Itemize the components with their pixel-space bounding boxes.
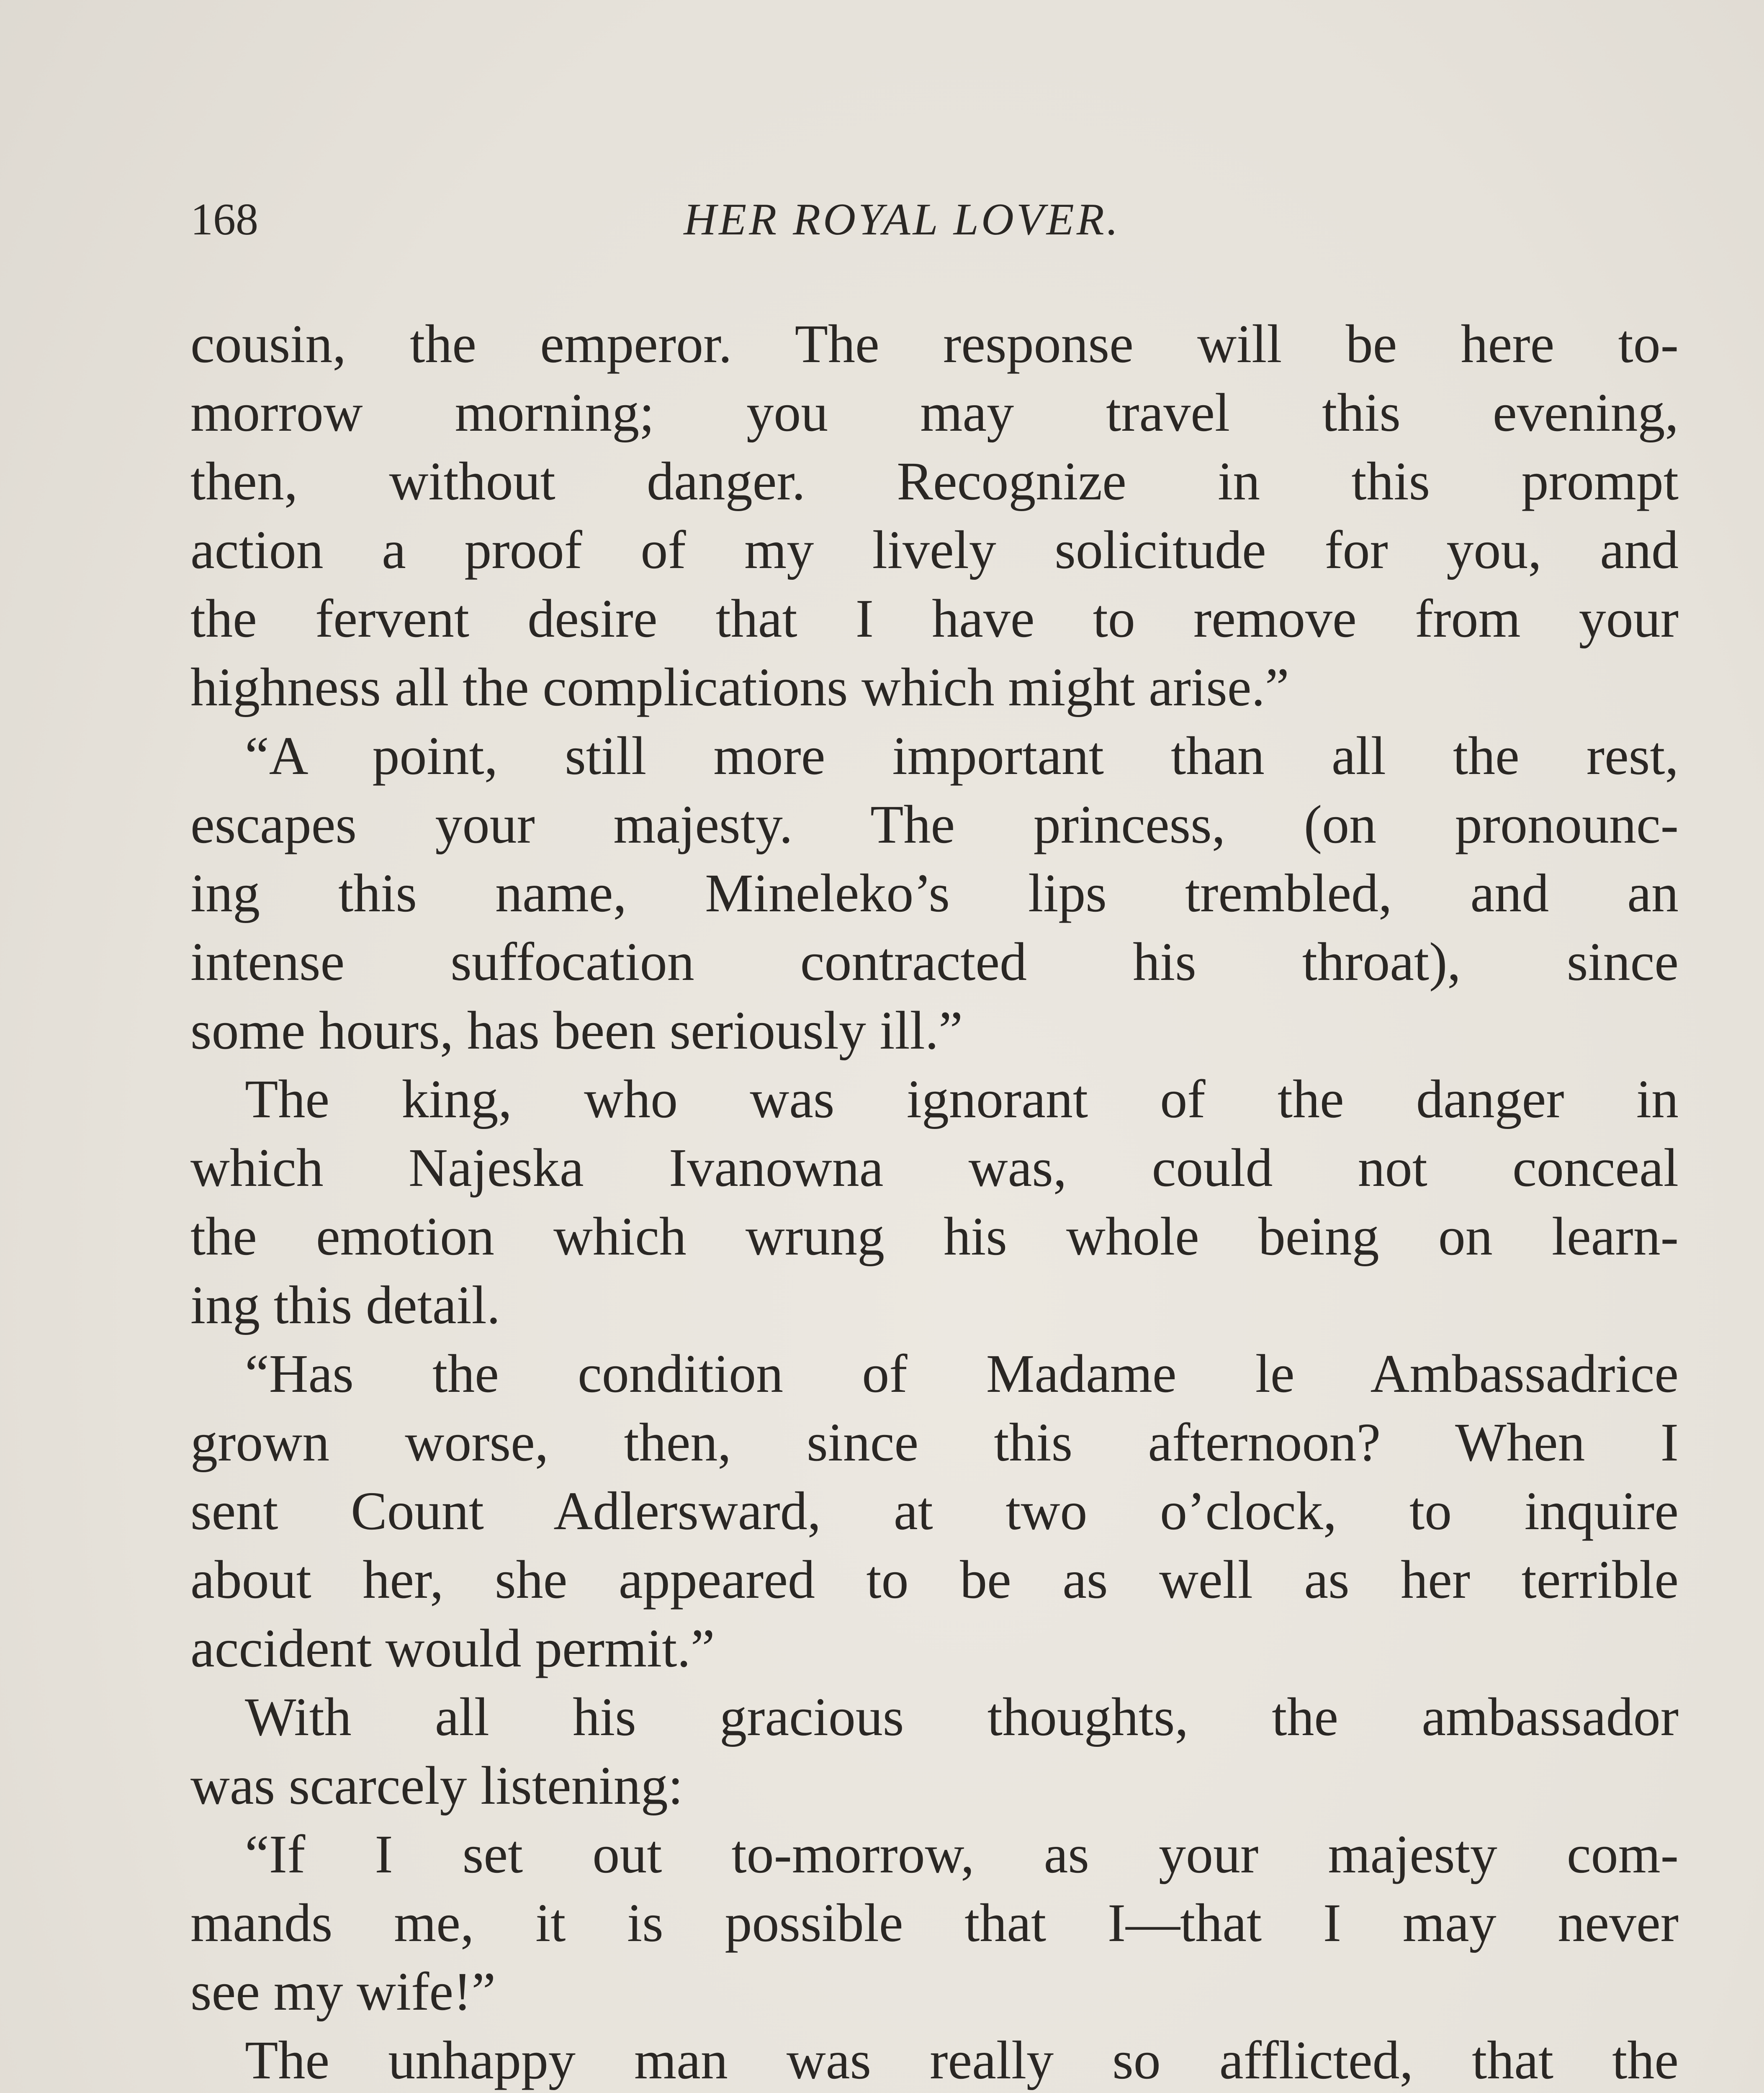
text-line: action a proof of my lively solicitude for you, and (190, 520, 1679, 580)
text-line: cousin, the emperor. The response will be here to- (190, 314, 1679, 374)
text-line: the fervent desire that I have to remove from your (190, 589, 1679, 649)
text-line: The king, who was ignorant of the danger in (245, 1069, 1679, 1129)
text-line: was scarcely listening: (190, 1756, 683, 1816)
text-line: see my wife!” (190, 1962, 496, 2022)
text-line: intense suffocation contracted his throat), since (190, 932, 1679, 992)
text-line: then, without danger. Recognize in this prompt (190, 451, 1679, 512)
body-text (190, 310, 1679, 2093)
page-header (190, 190, 1614, 249)
text-line: ing this detail. (190, 1275, 501, 1335)
text-line: “A point, still more important than all the rest, (245, 726, 1679, 786)
text-line: about her, she appeared to be as well as her terrible (190, 1550, 1679, 1610)
text-line: grown worse, then, since this afternoon? When I (190, 1412, 1679, 1473)
text-line: With all his gracious thoughts, the ambassador (245, 1687, 1679, 1747)
text-line: highness all the complications which might arise.” (190, 657, 1289, 717)
text-line: which Najeska Ivanowna was, could not conceal (190, 1138, 1679, 1198)
text-line: morrow morning; you may travel this evening, (190, 383, 1679, 443)
page-number: 168 (190, 195, 258, 244)
text-line: some hours, has been seriously ill.” (190, 1000, 963, 1061)
text-line: mands me, it is possible that I—that I may never (190, 1893, 1679, 1953)
text-line: accident would permit.” (190, 1618, 715, 1679)
text-line: ing this name, Mineleko’s lips trembled, and an (190, 863, 1679, 923)
text-line: escapes your majesty. The princess, (on pronounc- (190, 795, 1679, 855)
text-line: “If I set out to-morrow, as your majesty com- (245, 1824, 1679, 1885)
text-line: The unhappy man was really so afflicted, that the (245, 2030, 1679, 2090)
text-line: sent Count Adlersward, at two o’clock, to inquire (190, 1481, 1679, 1541)
text-line: the emotion which wrung his whole being on learn- (190, 1206, 1679, 1267)
running-title: HER ROYAL LOVER. (684, 195, 1121, 244)
text-line: “Has the condition of Madame le Ambassadrice (245, 1344, 1679, 1404)
